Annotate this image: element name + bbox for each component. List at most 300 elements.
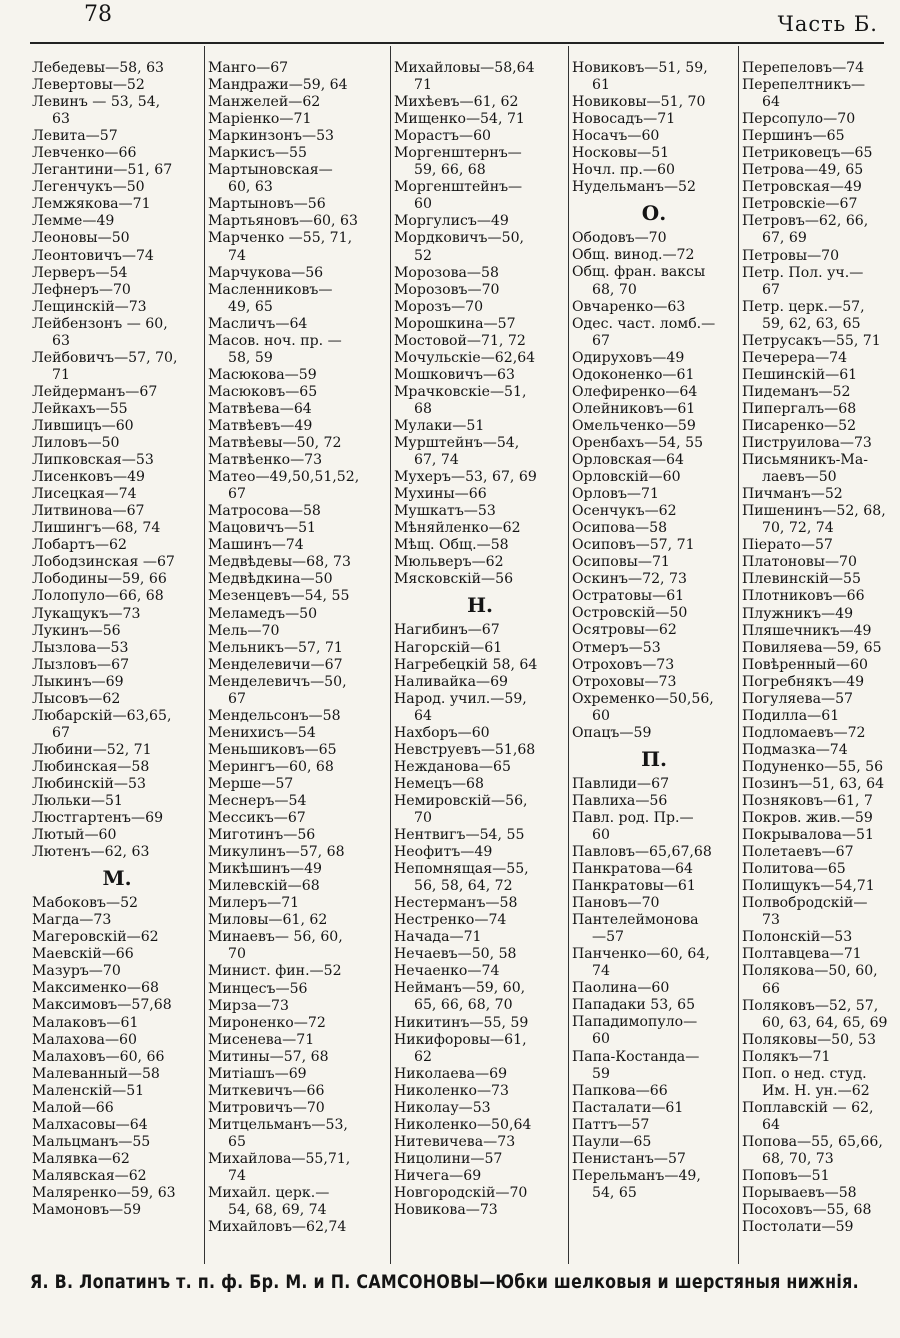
index-entry-continuation: 67 [592, 332, 610, 349]
index-entry: Легантини—51, 67 [32, 162, 173, 179]
index-entry: Паттъ—57 [572, 1116, 650, 1133]
index-entry: Матвѣенко—73 [208, 452, 323, 469]
index-entry: Матвѣева—64 [208, 400, 312, 417]
index-entry: Ницолини—57 [394, 1150, 503, 1167]
index-entry: Лефнеръ—70 [32, 281, 131, 298]
index-entry: Пасталати—61 [572, 1099, 684, 1116]
index-entry: Левертовы—52 [32, 77, 145, 94]
index-entry: Орловскій—60 [572, 469, 681, 486]
index-entry: Начада—71 [394, 929, 482, 946]
index-entry: Нагорскій—61 [394, 639, 503, 656]
index-entry-continuation: лаевъ—50 [762, 469, 837, 486]
index-entry: Петровская—49 [742, 179, 862, 196]
index-entry: Невструевъ—51,68 [394, 741, 536, 758]
index-entry: Мальцманъ—55 [32, 1133, 151, 1150]
index-entry: Лейкахъ—55 [32, 400, 128, 417]
index-entry: Петрусакъ—55, 71 [742, 332, 881, 349]
index-entry: Машинъ—74 [208, 537, 304, 554]
index-entry: Лызловъ—67 [32, 656, 130, 673]
index-entry: Поп. о нед. студ. [742, 1065, 867, 1082]
index-entry: Олефиренко—64 [572, 383, 698, 400]
index-entry: Полищукъ—54,71 [742, 878, 875, 895]
index-entry: Мухеръ—53, 67, 69 [394, 469, 537, 486]
index-entry: Любарскій—63,65, [32, 707, 172, 724]
index-entry: Никифоровы—61, [394, 1031, 527, 1048]
index-entry: Новгородскій—70 [394, 1185, 528, 1201]
index-entry: Охременко—50,56, [572, 690, 714, 707]
index-entry: Новиковъ—51, 59, [572, 60, 708, 76]
index-entry: Митровичъ—70 [208, 1099, 325, 1116]
index-entry: Подуненко—55, 56 [742, 758, 884, 775]
index-entry: Нежданова—65 [394, 758, 511, 775]
index-entry: Нагибинъ—67 [394, 622, 500, 639]
index-entry: Мерингъ—60, 68 [208, 758, 334, 775]
index-entry: Панченко—60, 64, [572, 946, 710, 963]
index-entry: Пипергалъ—68 [742, 400, 857, 417]
index-entry: Максимовъ—57,68 [32, 997, 172, 1014]
index-entry: Манго—67 [208, 60, 289, 76]
index-entry: Павл. род. Пр.— [572, 809, 694, 826]
index-entry: Лиловъ—50 [32, 435, 120, 452]
index-entry: Маевскій—66 [32, 946, 134, 963]
index-entry-continuation: 60 [592, 1031, 610, 1048]
index-entry: Повиляева—59, 65 [742, 639, 882, 656]
index-entry-continuation: 49, 65 [228, 298, 273, 315]
index-entry-continuation: 62 [414, 1048, 432, 1065]
section-letter: Н. [467, 593, 493, 618]
index-entry: Оскинъ—72, 73 [572, 571, 687, 588]
index-entry-continuation: 56, 58, 64, 72 [414, 878, 513, 895]
index-entry: Марчукова—56 [208, 264, 324, 281]
index-entry-continuation: —57 [592, 929, 625, 946]
index-entry: Левченко—66 [32, 145, 137, 162]
index-entry: Плевинскій—55 [742, 571, 861, 588]
index-entry: Меснеръ—54 [208, 793, 307, 810]
index-entry: Люльки—51 [32, 793, 123, 810]
index-entry-continuation: 60, 63, 64, 65, 69 [762, 1014, 888, 1031]
index-entry-continuation: 63 [52, 332, 70, 349]
index-entry: Менделевичи—67 [208, 656, 343, 673]
index-entry: Петровскіе—67 [742, 196, 858, 213]
index-entry: Овчаренко—63 [572, 298, 686, 315]
index-entry: Папкова—66 [572, 1082, 668, 1099]
index-entry-continuation: 65, 66, 68, 70 [414, 997, 513, 1014]
index-entry: Любинскій—53 [32, 775, 146, 792]
index-entry: Персопуло—70 [742, 111, 856, 128]
index-entry: Легенчукъ—50 [32, 179, 145, 196]
index-entry: Пидеманъ—52 [742, 383, 851, 400]
index-entry: Орловская—64 [572, 451, 684, 468]
index-entry: Медвѣдевы—68, 73 [208, 554, 351, 571]
index-entry: Мищенко—54, 71 [394, 111, 525, 128]
index-entry: Подилла—61 [742, 707, 840, 724]
index-entry: Павловъ—65,67,68 [572, 843, 712, 860]
index-entry: Одоконенко—61 [572, 366, 695, 383]
index-entry: Петровъ—62, 66, [742, 213, 869, 230]
index-entry: Лебедевы—58, 63 [32, 60, 165, 76]
index-entry: Лютенъ—62, 63 [32, 844, 150, 861]
index-entry: Митины—57, 68 [208, 1048, 329, 1065]
index-entry: Менделевичъ—50, [208, 673, 347, 690]
index-entry-continuation: 59 [592, 1065, 610, 1082]
index-entry: Новикова—73 [394, 1202, 498, 1219]
index-entry: Масличъ—64 [208, 315, 308, 332]
index-entry: Мартыновъ—56 [208, 196, 326, 213]
index-entry-continuation: 52 [414, 247, 432, 264]
index-entry: Меламедъ—50 [208, 605, 318, 622]
index-entry: Николаева—69 [394, 1065, 508, 1082]
index-entry: Морастъ—60 [394, 128, 492, 145]
index-entry: Малаковъ—61 [32, 1014, 139, 1031]
index-entry: Позинъ—51, 63, 64 [742, 775, 885, 792]
index-entry: Першинъ—65 [742, 128, 845, 145]
index-entry: Пападаки 53, 65 [572, 997, 696, 1014]
index-entry: Пановъ—70 [572, 895, 660, 912]
index-entry: Лемме—49 [32, 213, 115, 230]
column-divider [204, 46, 205, 1264]
index-entry: Нейманъ—59, 60, [394, 980, 526, 997]
index-entry: Милевскій—68 [208, 878, 320, 895]
index-entry: Мѣщ. Общ.—58 [394, 537, 509, 554]
index-entry: Ночл. пр.—60 [572, 162, 675, 179]
index-entry: Пишенинъ—52, 68, [742, 503, 886, 520]
index-entry: Мазуръ—70 [32, 963, 121, 980]
index-entry: Платоновы—70 [742, 554, 857, 571]
index-entry: Петровы—70 [742, 247, 840, 264]
section-letter: П. [641, 746, 667, 771]
index-entry: Павлиди—67 [572, 775, 670, 792]
index-entry: Подмазка—74 [742, 741, 848, 758]
index-entry: Лободзинская —67 [32, 554, 175, 571]
index-entry: Лыкинъ—69 [32, 673, 124, 690]
index-entry: Нестренко—74 [394, 912, 507, 929]
index-entry-continuation: 70 [228, 946, 246, 963]
index-entry-continuation: 60 [414, 196, 432, 213]
index-entry: Николенко—73 [394, 1082, 509, 1099]
index-entry: Отмеръ—53 [572, 639, 661, 656]
index-entry-continuation: 66 [762, 980, 780, 997]
index-entry-continuation: 65 [228, 1133, 246, 1150]
index-entry-continuation: 63 [52, 111, 70, 128]
index-entry: Новиковы—51, 70 [572, 94, 706, 111]
index-entry: Микулинъ—57, 68 [208, 844, 345, 861]
index-entry: Петрова—49, 65 [742, 162, 864, 179]
index-entry-continuation: 67 [52, 724, 70, 741]
index-entry: Миготинъ—56 [208, 827, 316, 844]
index-entry: Мандражи—59, 64 [208, 77, 348, 94]
index-entry: Мухины—66 [394, 486, 487, 503]
index-entry: Позняковъ—61, 7 [742, 793, 873, 810]
index-entry-continuation: 73 [762, 912, 780, 929]
index-entry: Наливайка—69 [394, 673, 509, 690]
index-column-1 [32, 60, 202, 1219]
index-entry: Орловъ—71 [572, 486, 659, 503]
index-entry: Матео—49,50,51,52, [208, 469, 360, 486]
index-entry-continuation: 71 [414, 77, 432, 94]
index-entry: Масов. ноч. пр. — [208, 332, 342, 349]
index-entry: Маленскій—51 [32, 1082, 145, 1099]
index-entry-continuation: 60 [592, 707, 610, 724]
index-entry: Осипова—58 [572, 520, 668, 537]
index-entry: Повѣренный—60 [742, 656, 868, 673]
index-entry: Мрачковскіе—51, [394, 383, 527, 400]
index-entry: Олейниковъ—61 [572, 400, 696, 417]
index-entry: Петр. церк.—57, [742, 298, 865, 315]
index-entry: Морозовъ—70 [394, 281, 500, 298]
index-entry: Мабоковъ—52 [32, 895, 139, 912]
index-entry: Перельманъ—49, [572, 1167, 701, 1184]
index-entry: Поповъ—51 [742, 1168, 830, 1185]
index-entry: Мурштейнъ—54, [394, 435, 520, 452]
index-entry: Малеванный—58 [32, 1065, 160, 1082]
index-entry: Попова—55, 65,66, [742, 1133, 883, 1150]
index-entry: Магда—73 [32, 912, 112, 929]
index-entry: Полонскій—53 [742, 929, 853, 946]
index-entry: Покрывалова—51 [742, 827, 874, 844]
index-entry: Панкратовы—61 [572, 878, 696, 895]
index-entry: Покров. жив.—59 [742, 810, 873, 827]
index-entry-continuation: 67 [228, 486, 246, 503]
index-entry: Погуляева—57 [742, 690, 854, 707]
column-divider [390, 46, 391, 1264]
index-column-2 [208, 60, 386, 1236]
index-entry: Мушкатъ—53 [394, 503, 496, 520]
index-entry: Петр. Пол. уч.— [742, 264, 864, 281]
index-entry: Мерше—57 [208, 775, 294, 792]
index-entry: Общ. винод.—72 [572, 247, 695, 264]
index-entry: Лейбензонъ — 60, [32, 315, 168, 332]
index-entry-continuation: 64 [762, 94, 780, 111]
index-entry: Полвобродскій— [742, 895, 868, 912]
index-entry: Моргенштейнъ— [394, 179, 523, 196]
index-entry-continuation: 68, 70 [592, 281, 637, 298]
index-entry: Малхасовы—64 [32, 1116, 148, 1133]
index-entry: Моргенштернъ— [394, 145, 522, 162]
index-entry: Мель—70 [208, 622, 280, 639]
index-entry: Маркисъ—55 [208, 145, 307, 162]
index-entry: Осятровы—62 [572, 622, 677, 639]
index-entry: Письмяникъ-Ма- [742, 452, 869, 469]
index-entry-continuation: 70 [414, 809, 432, 826]
index-entry-continuation: 59, 62, 63, 65 [762, 315, 861, 332]
index-entry: Нудельманъ—52 [572, 179, 696, 196]
index-entry: Лукащукъ—73 [32, 605, 141, 622]
index-entry-continuation: 74 [228, 247, 246, 264]
index-entry: Мессикъ—67 [208, 810, 306, 827]
index-entry: Лерверъ—54 [32, 264, 128, 281]
index-entry: Мельникъ—57, 71 [208, 639, 343, 656]
index-entry: Неофитъ—49 [394, 844, 493, 861]
advertisement-footer: Я. В. Лопатинъ т. п. ф. Бр. М. и П. САМСОНОВЫ—Юбки шелковыя и шерстяныя нижнія. [30, 1272, 859, 1293]
index-entry-continuation: 74 [592, 963, 610, 980]
index-entry: Носковы—51 [572, 145, 670, 162]
index-entry: Максименко—68 [32, 980, 159, 997]
index-entry: Нечаевъ—50, 58 [394, 946, 517, 963]
index-entry: Мошковичъ—63 [394, 366, 515, 383]
index-entry-continuation: 59, 66, 68 [414, 162, 486, 179]
index-entry: Осенчукъ—62 [572, 503, 677, 520]
index-entry: Масюкова—59 [208, 366, 317, 383]
index-entry-continuation: 64 [762, 1116, 780, 1133]
index-entry: Погребнякъ—49 [742, 673, 865, 690]
index-entry: Лейдерманъ—67 [32, 383, 158, 400]
index-entry: Пичманъ—52 [742, 486, 843, 503]
index-entry: Пиструилова—73 [742, 435, 872, 452]
index-entry-continuation: 67 [762, 281, 780, 298]
column-divider [738, 46, 739, 1264]
index-entry: Остратовы—61 [572, 588, 685, 605]
index-entry: Малаховъ—60, 66 [32, 1048, 165, 1065]
index-entry: Носачъ—60 [572, 128, 660, 145]
index-entry: Левинъ — 53, 54, [32, 94, 161, 111]
index-entry: Мезенцевъ—54, 55 [208, 588, 350, 605]
index-entry: Одируховъ—49 [572, 349, 685, 366]
index-entry: Маркинзонъ—53 [208, 128, 335, 145]
index-entry: Михѣевъ—61, 62 [394, 94, 519, 111]
index-entry: Минаевъ— 56, 60, [208, 929, 343, 946]
index-entry: Опацъ—59 [572, 724, 652, 741]
index-entry: Плужникъ—49 [742, 605, 854, 622]
index-entry: Масленниковъ— [208, 281, 333, 298]
index-entry: Маріенко—71 [208, 111, 312, 128]
index-entry: Морозова—58 [394, 264, 499, 281]
index-entry: Пенистанъ—57 [572, 1150, 686, 1167]
index-entry: Матросова—58 [208, 503, 321, 520]
index-entry-continuation: 67, 69 [762, 230, 807, 247]
index-entry-continuation: 71 [52, 366, 70, 383]
index-entry: Лисецкая—74 [32, 486, 137, 503]
index-entry: Морозъ—70 [394, 298, 484, 315]
index-entry: Нагребецкій 58, 64 [394, 656, 538, 673]
index-entry: Михайлова—55,71, [208, 1151, 351, 1167]
index-entry: Левита—57 [32, 128, 118, 145]
index-entry: Митцельманъ—53, [208, 1116, 348, 1133]
index-entry: Милеръ—71 [208, 895, 300, 912]
index-entry: Отроховы—73 [572, 673, 677, 690]
index-entry: Мясковскій—56 [394, 571, 514, 588]
index-entry: Поляковы—50, 53 [742, 1031, 876, 1048]
index-entry-continuation: 67 [228, 690, 246, 707]
index-entry: Моргулисъ—49 [394, 213, 509, 230]
index-entry: Лызлова—53 [32, 639, 129, 656]
index-entry: Лукинъ—56 [32, 622, 121, 639]
index-entry: Ободовъ—70 [572, 230, 667, 247]
index-entry: Малявская—62 [32, 1167, 147, 1184]
index-entry-continuation: 54, 68, 69, 74 [228, 1202, 327, 1219]
index-entry: Михайловъ—62,74 [208, 1219, 347, 1236]
index-entry: Мисенева—71 [208, 1031, 315, 1048]
index-entry: Паолина—60 [572, 980, 670, 997]
index-entry: Полтавцева—71 [742, 946, 862, 963]
index-entry: Омельченко—59 [572, 417, 696, 434]
index-entry: Поляковъ—52, 57, [742, 997, 879, 1014]
index-entry: Лемжякова—71 [32, 196, 151, 213]
index-entry: Панкратова—64 [572, 861, 693, 878]
index-entry: Мендельсонъ—58 [208, 707, 341, 724]
index-entry-continuation: 60, 63 [228, 179, 273, 196]
index-entry: Петриковецъ—65 [742, 145, 873, 162]
page-number: 78 [84, 2, 112, 27]
index-entry: Лившицъ—60 [32, 417, 134, 434]
index-entry: Леонтовичъ—74 [32, 247, 154, 264]
index-column-5 [742, 60, 898, 1236]
index-entry: Мордковичъ—50, [394, 230, 525, 247]
index-entry: Минист. фин.—52 [208, 963, 342, 980]
index-entry: Осиповъ—57, 71 [572, 537, 695, 554]
column-divider [568, 46, 569, 1264]
index-entry-continuation: 74 [228, 1168, 246, 1185]
index-entry: Писаренко—52 [742, 417, 857, 434]
index-entry: Манжелей—62 [208, 94, 321, 111]
index-entry: Нитевичева—73 [394, 1133, 516, 1150]
index-entry: Лобартъ—62 [32, 537, 127, 554]
index-entry: Николенко—50,64 [394, 1116, 532, 1133]
index-entry: Миловы—61, 62 [208, 912, 328, 929]
index-entry: Малой—66 [32, 1099, 114, 1116]
index-entry: Печерера—74 [742, 349, 848, 366]
index-entry: Мѣняйленко—62 [394, 520, 521, 537]
index-entry: Немецъ—68 [394, 775, 484, 792]
index-entry: Меньшиковъ—65 [208, 741, 337, 758]
index-entry: Лободины—59, 66 [32, 571, 167, 588]
index-entry: Пешинскій—61 [742, 366, 858, 383]
index-column-3 [394, 60, 566, 1219]
index-entry: Мостовой—71, 72 [394, 332, 526, 349]
index-entry: Матвѣевъ—49 [208, 417, 313, 434]
index-entry: Миткевичъ—66 [208, 1082, 325, 1099]
index-entry: Подломаевъ—72 [742, 724, 866, 741]
index-entry: Мироненко—72 [208, 1014, 326, 1031]
index-entry: Лисенковъ—49 [32, 469, 146, 486]
index-entry: Николау—53 [394, 1099, 491, 1116]
index-entry: Лейбовичъ—57, 70, [32, 349, 178, 366]
index-entry: Ничега—69 [394, 1167, 482, 1184]
index-entry: Медвѣдкина—50 [208, 571, 333, 588]
section-letter: О. [641, 201, 667, 226]
header-rule [30, 42, 884, 44]
index-entry: Микѣшинъ—49 [208, 861, 323, 878]
index-entry: Пападимопуло— [572, 1014, 698, 1031]
index-entry: Павлиха—56 [572, 792, 668, 809]
index-entry: Нечаенко—74 [394, 963, 500, 980]
index-entry-continuation: 61 [592, 77, 610, 94]
index-entry: Малявка—62 [32, 1150, 130, 1167]
index-entry: Постолати—59 [742, 1219, 854, 1236]
index-entry: Лещинскій—73 [32, 298, 147, 315]
index-entry: Минцесъ—56 [208, 980, 308, 997]
index-entry-continuation: 58, 59 [228, 349, 273, 366]
index-entry-continuation: 60 [592, 826, 610, 843]
index-entry: Митіашъ—69 [208, 1065, 307, 1082]
index-entry: Папа-Костанда— [572, 1048, 700, 1065]
index-entry: Посоховъ—55, 68 [742, 1202, 872, 1219]
index-entry: Піерато—57 [742, 537, 833, 554]
index-entry-continuation: 67, 74 [414, 452, 459, 469]
index-entry: Политова—65 [742, 861, 846, 878]
part-title: Часть Б. [777, 12, 878, 36]
index-entry: Михайл. церк.— [208, 1185, 330, 1202]
index-entry: Мочульскіе—62,64 [394, 349, 536, 366]
index-entry: Мирза—73 [208, 997, 289, 1014]
index-entry: Мюльверъ—62 [394, 554, 504, 571]
index-entry: Полякъ—71 [742, 1048, 831, 1065]
index-entry: Лютый—60 [32, 827, 117, 844]
index-entry: Пантелеймонова [572, 912, 699, 929]
index-entry: Островскій—50 [572, 605, 688, 622]
index-entry: Плотниковъ—66 [742, 588, 865, 605]
index-entry: Немировскій—56, [394, 792, 528, 809]
index-entry-continuation: Им. Н. ун.—62 [762, 1082, 870, 1099]
